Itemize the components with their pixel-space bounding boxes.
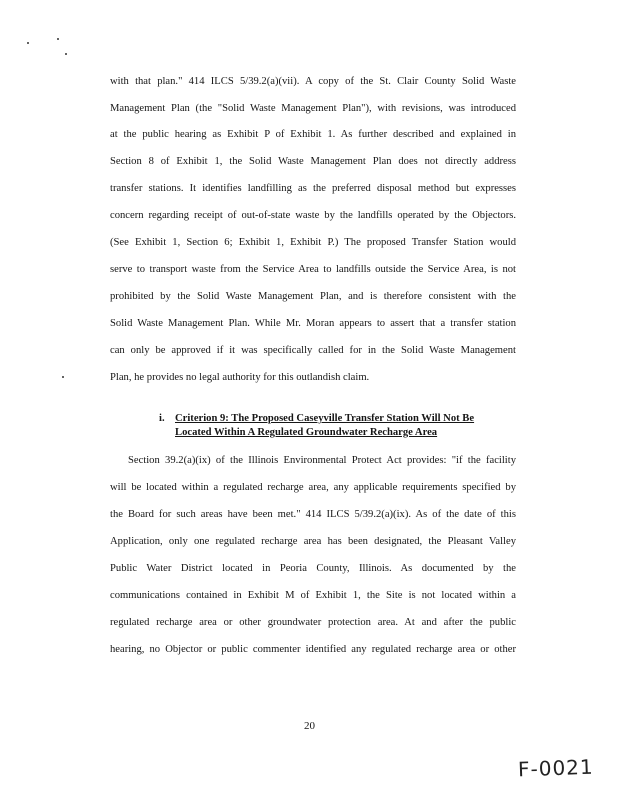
body-line: Plan, he provides no legal authority for this outlandish claim. xyxy=(110,372,370,383)
heading-line-2: Located Within A Regulated Groundwater Recharge Area xyxy=(175,427,438,438)
body-line: can only be approved if it was specifically called for in the Solid Waste Management xyxy=(110,345,516,356)
body-line: regulated recharge area or other groundwater protection area. At and after the public xyxy=(110,617,516,628)
scan-speck xyxy=(65,53,67,55)
body-line: with that plan." 414 ILCS 5/39.2(a)(vii). A copy of the St. Clair County Solid Waste xyxy=(110,76,516,87)
body-line: (See Exhibit 1, Section 6; Exhibit 1, Exhibit P.) The proposed Transfer Station would xyxy=(110,237,516,248)
body-line: Management Plan (the "Solid Waste Management Plan"), with revisions, was introduced xyxy=(110,103,516,114)
body-line: Application, only one regulated recharge area has been designated, the Pleasant Valley xyxy=(110,536,516,547)
body-line: Section 8 of Exhibit 1, the Solid Waste Management Plan does not directly address xyxy=(110,156,516,167)
scan-speck xyxy=(62,376,64,378)
body-line: Solid Waste Management Plan. While Mr. Moran appears to assert that a transfer station xyxy=(110,318,516,329)
body-line: concern regarding receipt of out-of-state waste by the landfills operated by the Objectors. xyxy=(110,210,516,221)
page-number: 20 xyxy=(304,720,315,732)
body-line: the Board for such areas have been met." 414 ILCS 5/39.2(a)(ix). As of the date of this xyxy=(110,509,516,520)
body-line: transfer stations. It identifies landfilling as the preferred disposal method but expresses xyxy=(110,183,516,194)
heading-line-1: Criterion 9: The Proposed Caseyville Transfer Station Will Not Be xyxy=(175,413,475,424)
body-line: prohibited by the Solid Waste Management Plan, and is therefore consistent with the xyxy=(110,291,516,302)
body-line: communications contained in Exhibit M of Exhibit 1, the Site is not located within a xyxy=(110,590,516,601)
body-line: at the public hearing as Exhibit P of Exhibit 1. As further described and explained in xyxy=(110,129,516,140)
section-heading-cont xyxy=(175,426,535,440)
body-line: Public Water District located in Peoria County, Illinois. As documented by the xyxy=(110,563,516,574)
body-line: will be located within a regulated recharge area, any applicable requirements specified by xyxy=(110,482,516,493)
scan-speck xyxy=(57,38,59,40)
scan-speck xyxy=(27,42,29,44)
body-line: hearing, no Objector or public commenter identified any regulated recharge area or other xyxy=(110,644,516,655)
bates-stamp: F-0021 xyxy=(517,754,595,782)
body-line: Section 39.2(a)(ix) of the Illinois Environmental Protect Act provides: "if the facility xyxy=(128,455,516,466)
heading-number: i. xyxy=(159,413,165,424)
section-heading xyxy=(159,412,519,426)
body-line: serve to transport waste from the Service Area to landfills outside the Service Area, is not xyxy=(110,264,516,275)
